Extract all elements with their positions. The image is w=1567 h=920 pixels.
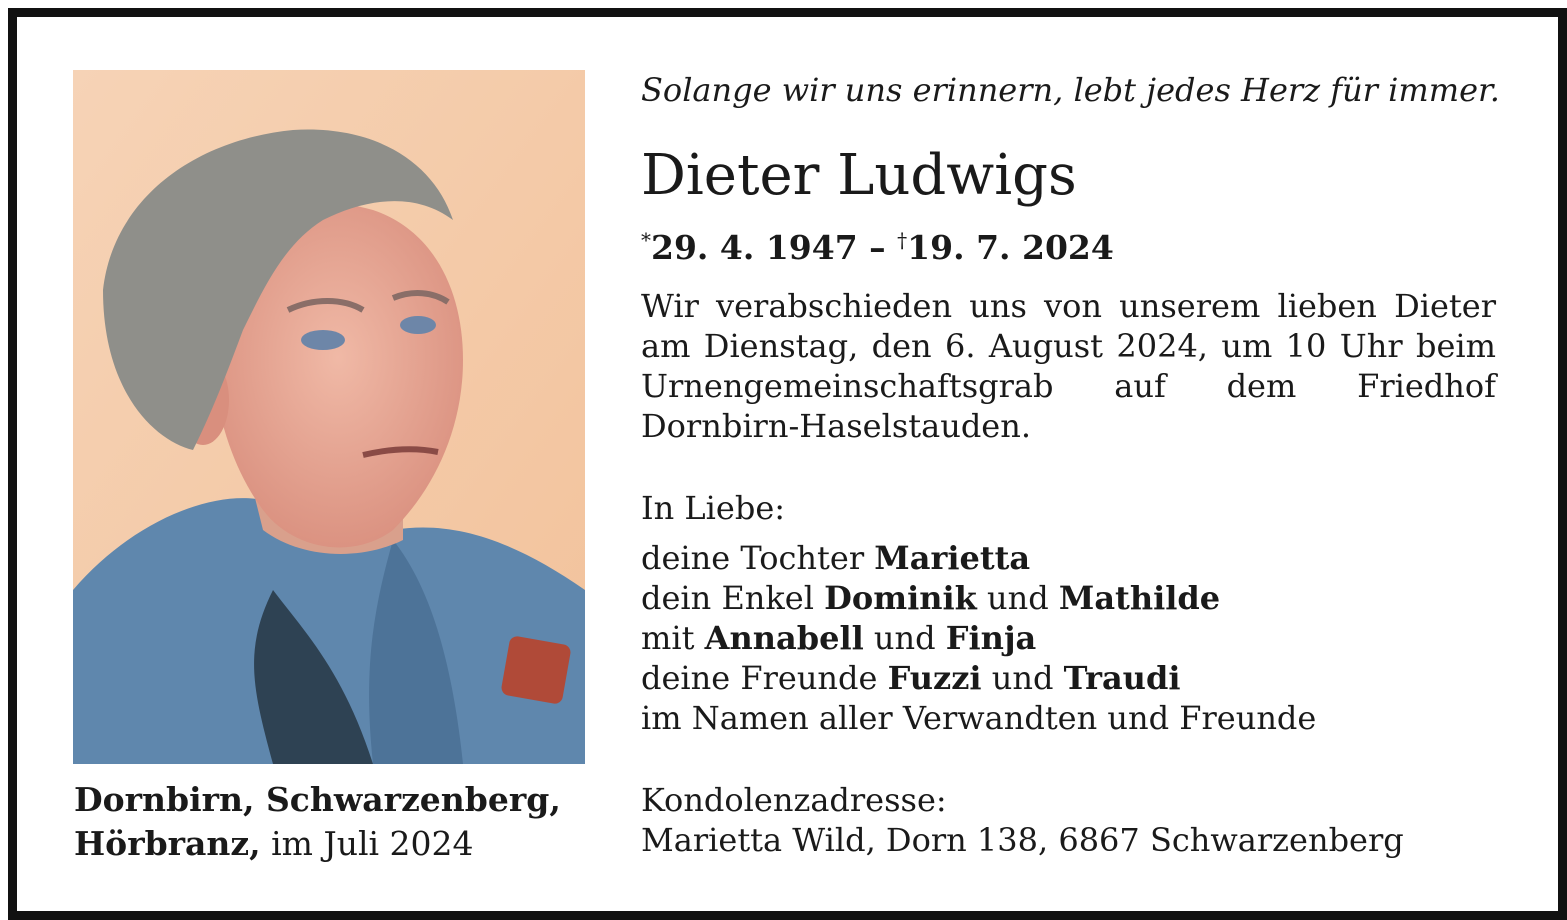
deceased-name: Dieter Ludwigs — [641, 143, 1077, 208]
family-line — [641, 578, 1501, 618]
in-liebe-heading: In Liebe: — [641, 489, 786, 527]
family-name: Marietta — [874, 539, 1031, 577]
life-dates — [641, 218, 1501, 270]
condolence-address — [641, 780, 1501, 860]
family-name: Dominik — [824, 579, 977, 617]
family-name: Annabell — [704, 619, 864, 657]
family-prefix: deine Tochter — [641, 539, 875, 577]
condolence-address-line: Marietta Wild, Dorn 138, 6867 Schwarzenberg — [641, 821, 1404, 859]
family-list — [641, 538, 1501, 738]
place-line-2-bold: Hörbranz, — [74, 824, 261, 863]
family-name: Traudi — [1063, 659, 1181, 697]
family-prefix: dein Enkel — [641, 579, 825, 617]
family-prefix: im Namen aller Verwandten und Freunde — [641, 699, 1317, 737]
family-name: Fuzzi — [887, 659, 982, 697]
place-line-2-rest: im Juli 2024 — [260, 824, 474, 863]
date-separator: – — [857, 228, 898, 267]
place-and-date — [74, 778, 594, 866]
place-line-2 — [74, 822, 594, 866]
family-connector: und — [976, 579, 1059, 617]
family-line — [641, 698, 1501, 738]
family-prefix: mit — [641, 619, 705, 657]
death-symbol: † — [897, 228, 908, 252]
death-date: 19. 7. 2024 — [907, 228, 1114, 267]
place-line-1: Dornbirn, Schwarzenberg, — [74, 780, 561, 819]
portrait-photo — [73, 70, 585, 764]
family-connector: und — [981, 659, 1064, 697]
family-line — [641, 538, 1501, 578]
family-connector: und — [863, 619, 946, 657]
family-line — [641, 658, 1501, 698]
birth-date: 29. 4. 1947 — [651, 228, 858, 267]
family-prefix: deine Freunde — [641, 659, 888, 697]
family-name: Finja — [945, 619, 1037, 657]
birth-symbol: * — [641, 228, 651, 252]
family-line — [641, 618, 1501, 658]
motto: Solange wir uns erinnern, lebt jedes Herz für immer. — [641, 71, 1500, 109]
family-name: Mathilde — [1058, 579, 1221, 617]
funeral-announcement: Wir verabschieden uns von unserem lieben Dieter am Dienstag, den 6. August 2024, um 10 Uhr beim Urnengemeinschaftsgrab auf dem Friedhof Dornbirn-Haselstauden. — [641, 287, 1496, 445]
condolence-label: Kondolenzadresse: — [641, 781, 947, 819]
